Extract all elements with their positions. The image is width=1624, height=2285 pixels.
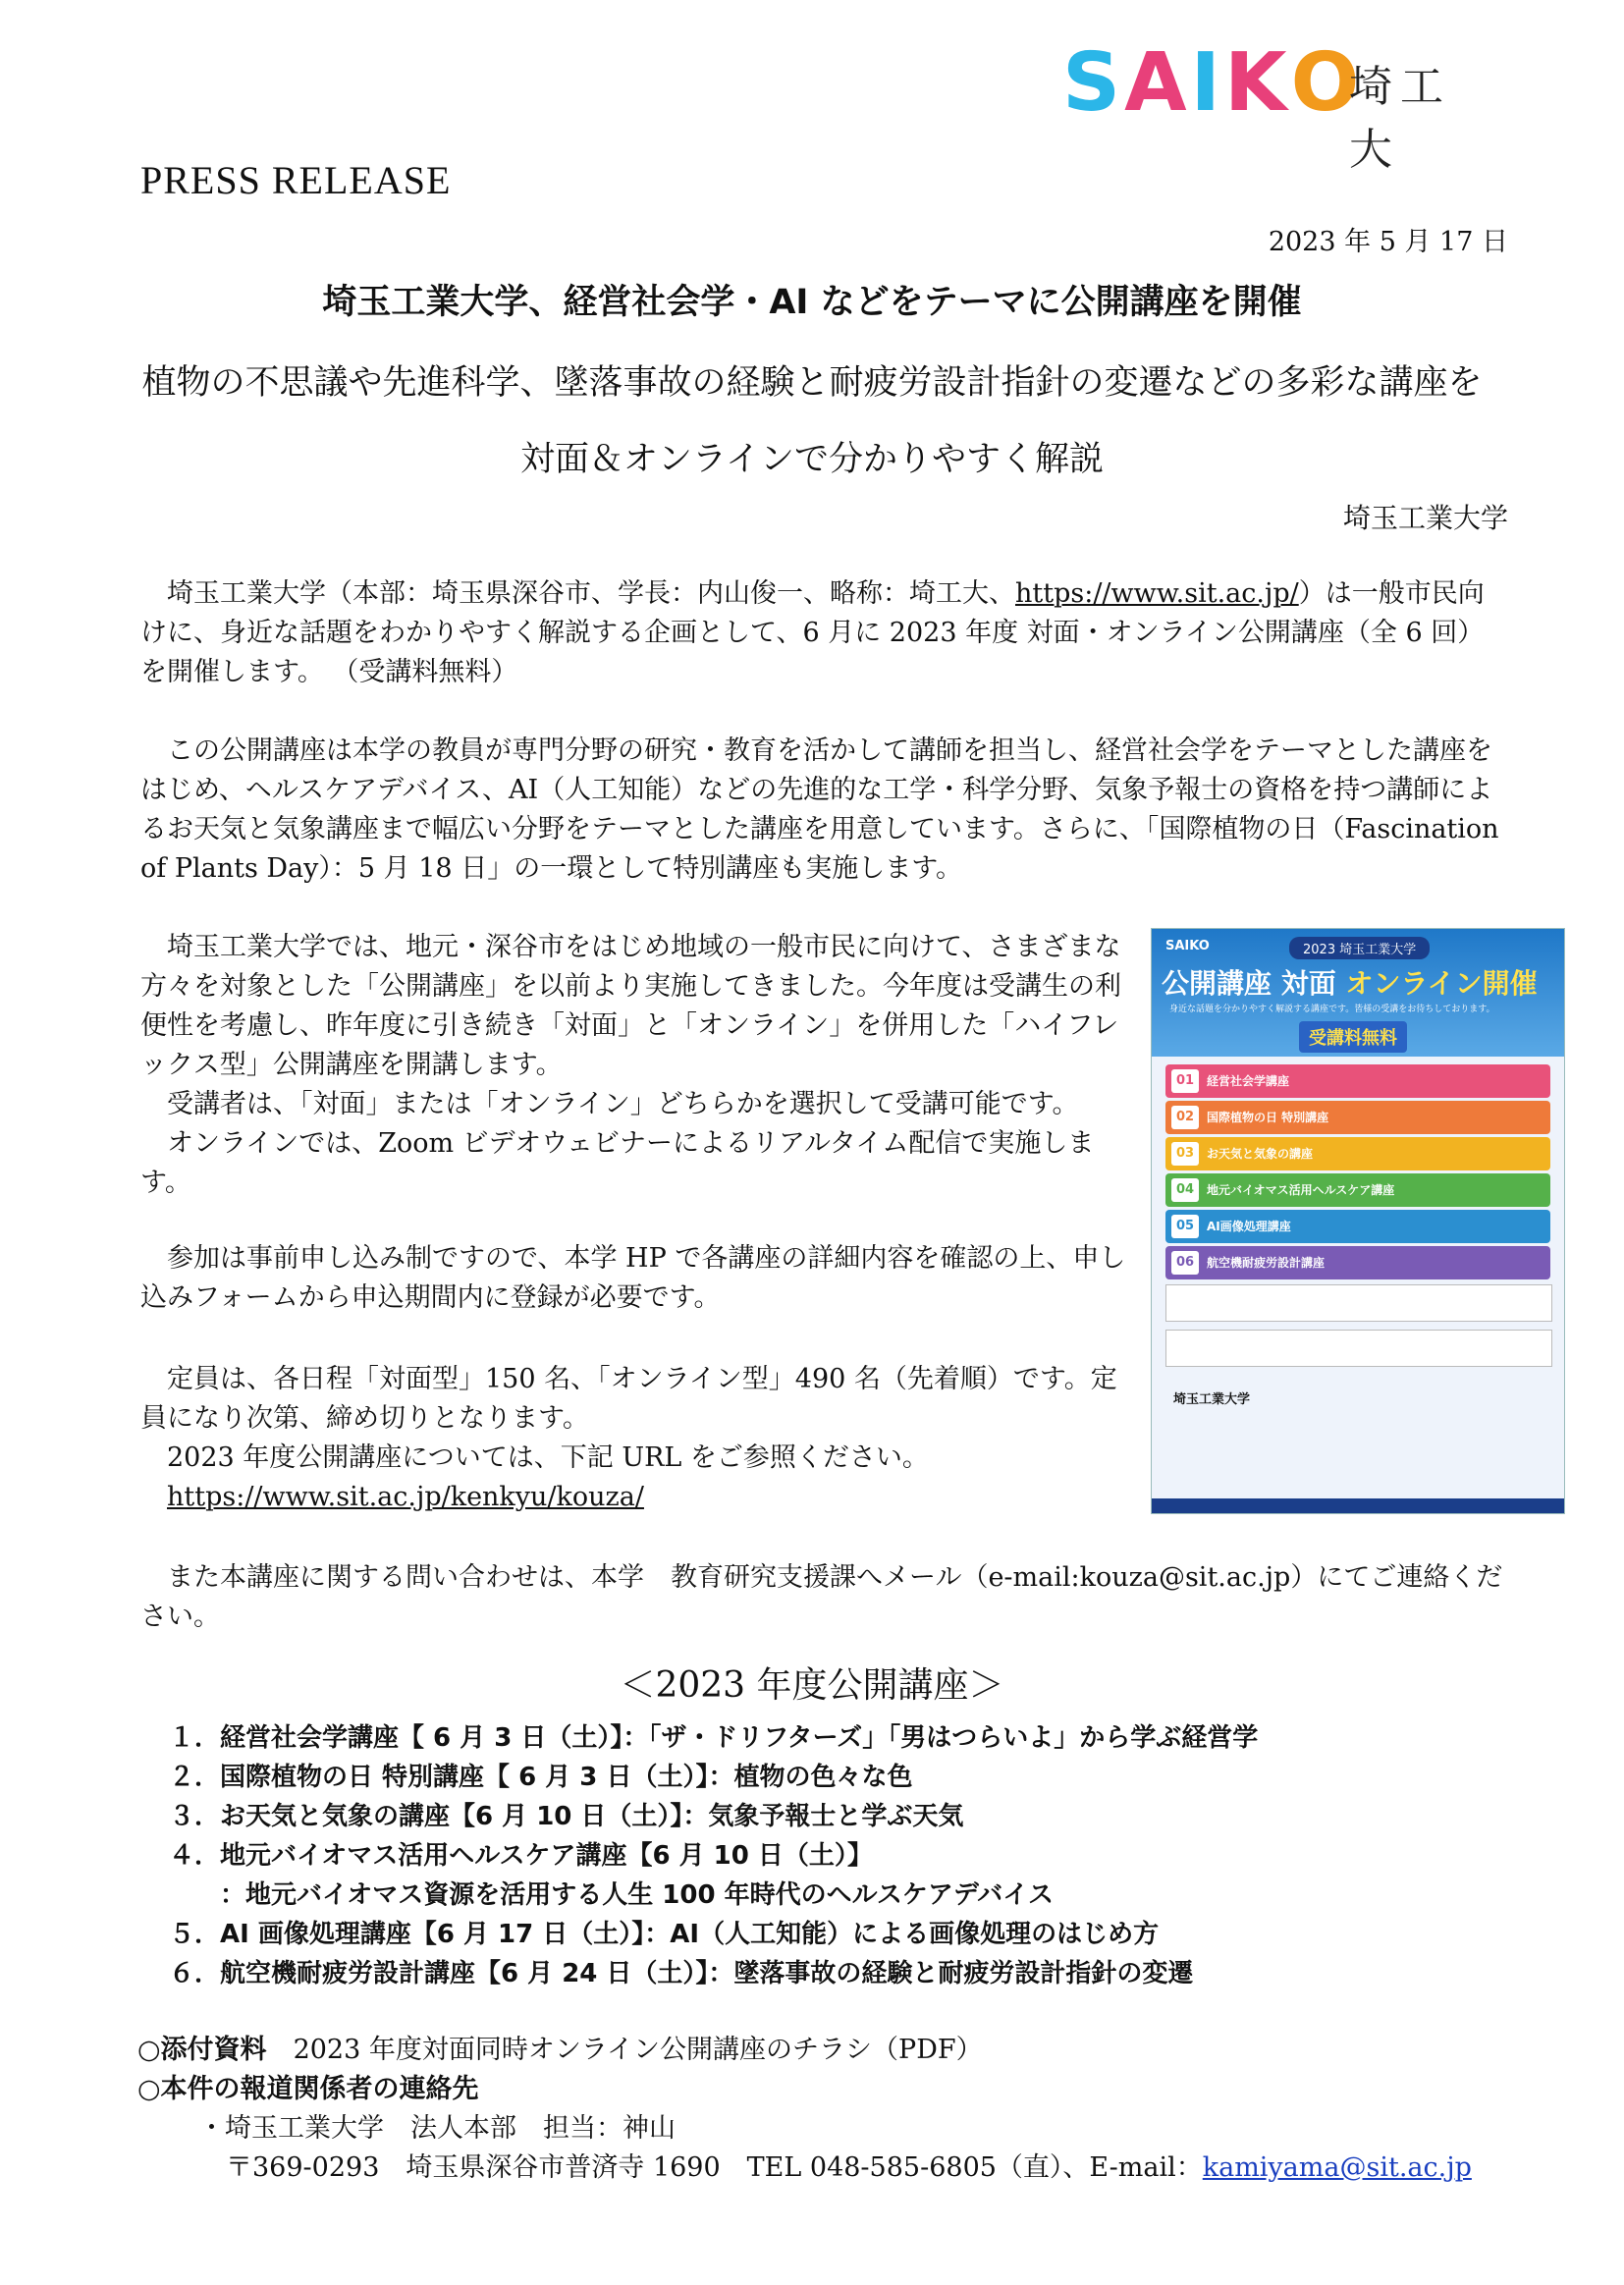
flyer-lecture-label: 地元バイオマス活用ヘルスケア講座 <box>1207 1183 1395 1197</box>
subtitle-line-1: 植物の不思議や先進科学、墜落事故の経験と耐疲労設計指針の変遷などの多彩な講座を <box>141 363 1483 403</box>
flyer-info-box <box>1165 1330 1552 1367</box>
contact-email-link[interactable]: kamiyama@sit.ac.jp <box>1202 2152 1472 2183</box>
subtitle-line-2: 対面＆オンラインで分かりやすく解説 <box>520 440 1104 479</box>
flyer-lecture-row <box>1165 1101 1550 1134</box>
saiko-logo <box>1062 36 1494 175</box>
flyer-logo: SAIKO <box>1165 939 1210 953</box>
flyer-lecture-row <box>1165 1137 1550 1170</box>
page-title: 埼玉工業大学、経営社会学・AI などをテーマに公開講座を開催 <box>322 283 1302 322</box>
flyer-title-b: オンライン開催 <box>1345 967 1538 1000</box>
flyer-lecture-number: 01 <box>1171 1069 1199 1093</box>
flyer-lecture-row <box>1165 1246 1550 1279</box>
paragraph-format <box>140 928 1132 1203</box>
format-text-c: オンラインでは、Zoom ビデオウェビナーによるリアルタイム配信で実施します。 <box>140 1128 1095 1198</box>
lecture-list <box>169 1718 1485 1993</box>
flyer-lecture-label: 航空機耐疲労設計講座 <box>1207 1256 1326 1270</box>
logo-jp-text: 埼工大 <box>1349 62 1451 175</box>
flyer-main-title <box>1162 962 1538 1002</box>
lecture-url-link[interactable]: https://www.sit.ac.jp/kenkyu/kouza/ <box>167 1482 644 1512</box>
logo-letter: A <box>1124 36 1191 130</box>
attachment-label: ○添付資料 <box>137 2035 267 2065</box>
lectures-heading: ＜2023 年度公開講座＞ <box>620 1665 1004 1706</box>
intro-text-b: ）は一般市民向けに、身近な話題をわかりやすく解説する企画として、6 月に 2023 年度 対面・オンライン公開講座（全 6 回）を開催します。 （受講料無料） <box>140 578 1485 687</box>
lecture-item: ６．航空機耐疲労設計講座【6 月 24 日（土）】：墜落事故の経験と耐疲労設計指針の変遷 <box>169 1959 1194 1988</box>
inquiry-text: また本講座に関する問い合わせは、本学 教育研究支援課へメール（e-mail:kouza@sit.ac.jp）にてご連絡ください。 <box>140 1562 1503 1632</box>
logo-letter: K <box>1224 36 1291 130</box>
format-text-a: 埼玉工業大学では、地元・深谷市をはじめ地域の一般市民に向けて、さまざまな方々を対象とした「公開講座」を以前より実施してきました。今年度は受講生の利便性を考慮し、昨年度に引き続き「対面」と「オンライン」を併用した「ハイフレックス型」公開講座を開講します。 <box>140 932 1121 1080</box>
flyer-lecture-number: 03 <box>1171 1142 1199 1166</box>
flyer-lecture-label: 経営社会学講座 <box>1207 1074 1290 1088</box>
logo-letter: S <box>1062 36 1125 130</box>
paragraph-intro <box>140 574 1510 692</box>
capacity-text: 定員は、各日程「対面型」150 名、「オンライン型」490 名（先着順）です。定員になり次第、締め切りとなります。 <box>140 1364 1117 1434</box>
flyer-lecture-number: 06 <box>1171 1251 1199 1275</box>
lecture-flyer-image <box>1151 928 1565 1514</box>
paragraph-overview <box>140 732 1510 889</box>
university-url-link[interactable]: https://www.sit.ac.jp/ <box>1015 578 1299 609</box>
flyer-lecture-label: お天気と気象の講座 <box>1207 1147 1314 1161</box>
attachments-contact <box>137 2031 1512 2188</box>
attachment-text: 2023 年度対面同時オンライン公開講座のチラシ（PDF） <box>293 2035 983 2065</box>
contact-label: ○本件の報道関係者の連絡先 <box>137 2074 479 2104</box>
flyer-university-name: 埼玉工業大学 <box>1173 1392 1251 1407</box>
flyer-lecture-row <box>1165 1064 1550 1098</box>
registration-text: 参加は事前申し込み制ですので、本学 HP で各講座の詳細内容を確認の上、申し込みフォームから申込期間内に登録が必要です。 <box>140 1243 1126 1313</box>
lecture-item: ２．国際植物の日 特別講座【 6 月 3 日（土）】：植物の色々な色 <box>169 1763 913 1792</box>
logo-wordmark <box>1062 36 1364 130</box>
flyer-lecture-row <box>1165 1210 1550 1243</box>
lecture-item: ３．お天気と気象の講座【6 月 10 日（土）】：気象予報士と学ぶ天気 <box>169 1802 964 1831</box>
flyer-year-badge: 2023 埼玉工業大学 <box>1289 937 1430 959</box>
flyer-lecture-number: 05 <box>1171 1215 1199 1238</box>
paragraph-inquiry <box>140 1558 1510 1637</box>
logo-letter: I <box>1190 36 1225 130</box>
flyer-title-a: 公開講座 対面 <box>1162 967 1336 1000</box>
lecture-item: ４．地元バイオマス活用ヘルスケア講座【6 月 10 日（土）】 <box>169 1841 873 1871</box>
format-text-b: 受講者は、「対面」または「オンライン」どちらかを選択して受講可能です。 <box>167 1089 1079 1119</box>
lecture-item: ５．AI 画像処理講座【6 月 17 日（土）】：AI（人工知能）による画像処理のはじめ方 <box>169 1920 1160 1949</box>
flyer-lecture-label: 国際植物の日 特別講座 <box>1207 1111 1329 1124</box>
flyer-free-badge: 受講料無料 <box>1299 1021 1407 1053</box>
flyer-description: 身近な話題を分かりやすく解説する講座です。皆様の受講をお待ちしております。 <box>1169 1005 1495 1014</box>
paragraph-capacity <box>140 1360 1132 1517</box>
press-release-label: PRESS RELEASE <box>140 158 452 202</box>
contact-person: ・埼玉工業大学 法人本部 担当：神山 <box>198 2113 676 2144</box>
release-date: 2023 年 5 月 17 日 <box>1268 227 1508 257</box>
flyer-lecture-row <box>1165 1173 1550 1207</box>
lecture-item: ：地元バイオマス資源を活用する人生 100 年時代のヘルスケアデバイス <box>169 1880 1054 1910</box>
flyer-lecture-number: 02 <box>1171 1106 1199 1129</box>
intro-text-a: 埼玉工業大学（本部：埼玉県深谷市、学長：内山俊一、略称：埼工大、 <box>167 578 1015 609</box>
flyer-footer-bar <box>1152 1498 1564 1513</box>
logo-letter: O <box>1290 36 1364 130</box>
flyer-lecture-number: 04 <box>1171 1178 1199 1202</box>
contact-address: 〒369-0293 埼玉県深谷市普済寺 1690 TEL 048-585-6805（直）、E-mail： <box>226 2152 1203 2183</box>
url-reference-text: 2023 年度公開講座については、下記 URL をご参照ください。 <box>167 1442 929 1473</box>
overview-text: この公開講座は本学の教員が専門分野の研究・教育を活かして講師を担当し、経営社会学をテーマとした講座をはじめ、ヘルスケアデバイス、AI（人工知能）などの先進的な工学・科学分野、気象予報士の資格を持つ講師によるお天気と気象講座まで幅広い分野をテーマとした講座を用意しています。さらに、「国際植物の日（Fascination of Plants Day）：5 月 18 日」の一環として特別講座も実施します。 <box>140 735 1499 884</box>
flyer-header <box>1152 929 1564 1057</box>
lecture-item: １．経営社会学講座【 6 月 3 日（土）】：「ザ・ドリフターズ」「男はつらいよ」から学ぶ経営学 <box>169 1723 1259 1753</box>
flyer-lecture-label: AI画像処理講座 <box>1207 1220 1291 1233</box>
paragraph-registration <box>140 1239 1132 1318</box>
flyer-info-box <box>1165 1284 1552 1322</box>
organization-name: 埼玉工業大学 <box>1342 502 1508 534</box>
